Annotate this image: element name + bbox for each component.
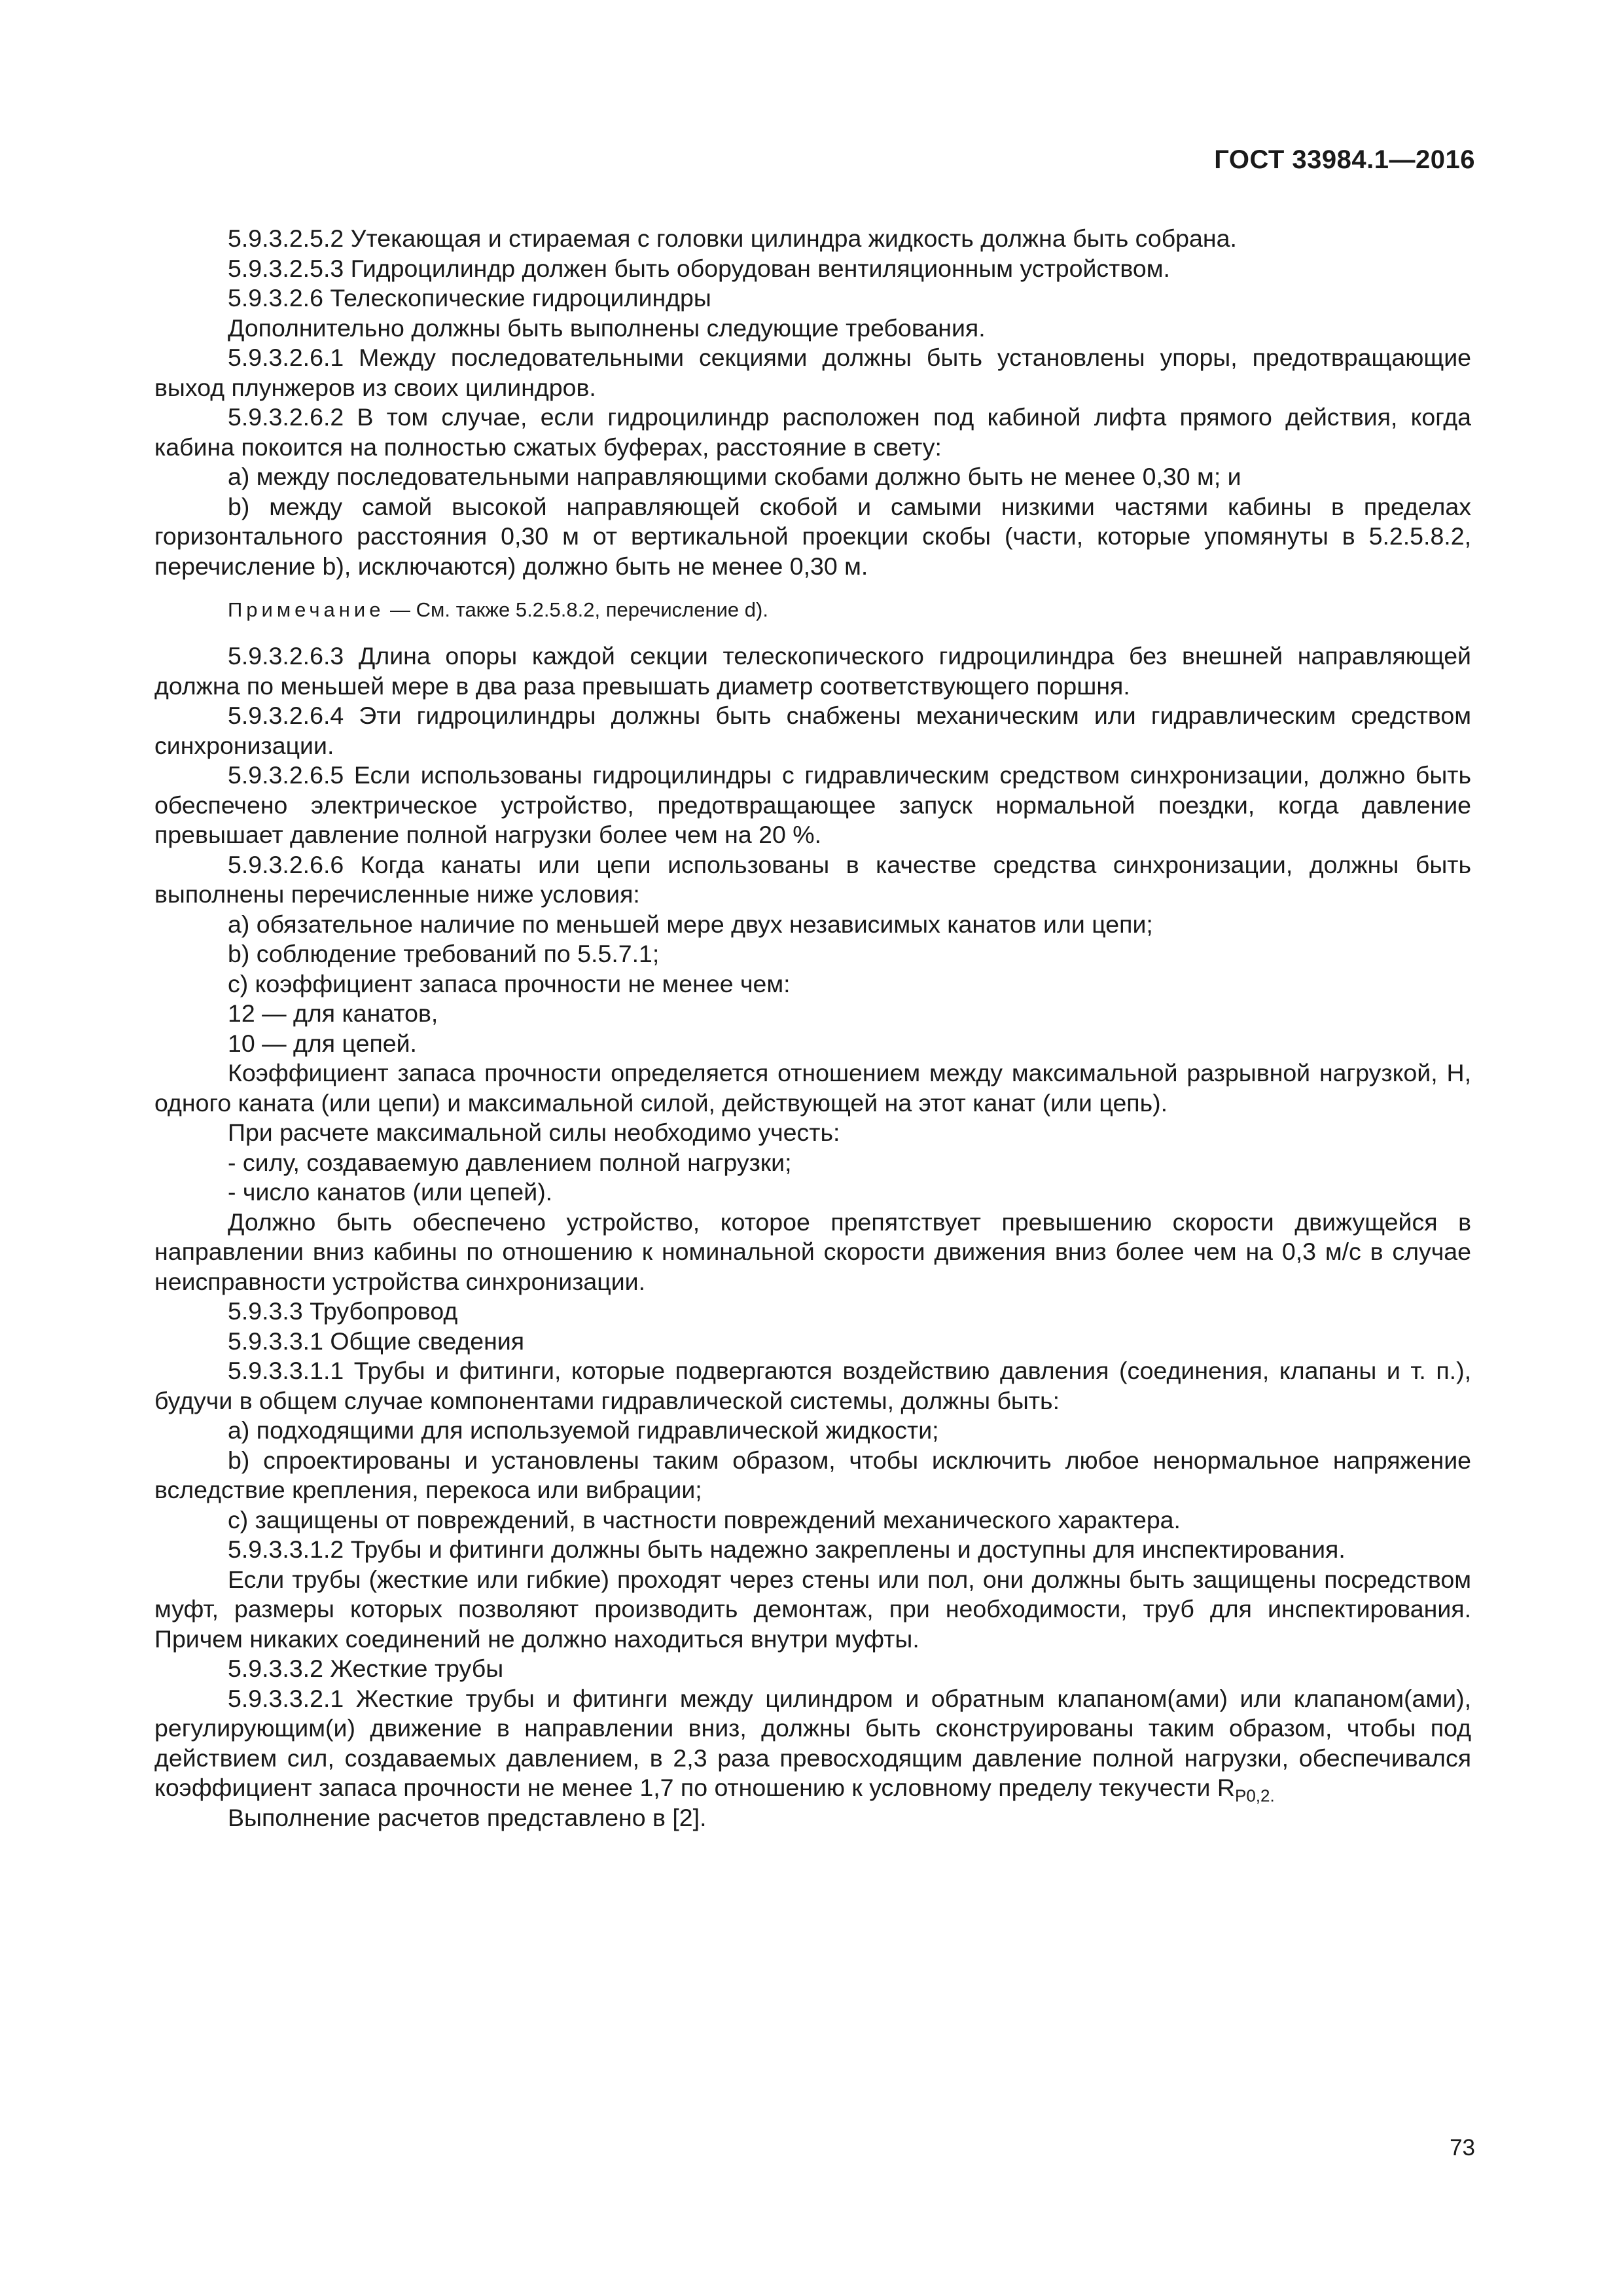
list-item: 10 — для цепей. bbox=[228, 1029, 417, 1057]
paragraph: Должно быть обеспечено устройство, которое препятствует превышению скорости движущейся в направлении вниз кабины по отношению к номинальной скорости движения вниз более чем на 0,3 м/с в случае неисправности устройства синхронизации. bbox=[154, 1208, 1471, 1295]
list-item: b) между самой высокой направляющей скобой и самыми низкими частями кабины в пределах горизонтального расстояния 0,30 м от вертикальной проекции скобы (части, которые упомянуты в 5.2.5.8.2, перечисление b), исключаются) должно быть не менее 0,30 м. bbox=[154, 492, 1471, 580]
section-heading: 5.9.3.3 Трубопровод bbox=[228, 1297, 458, 1325]
list-item: 12 — для канатов, bbox=[228, 999, 438, 1027]
list-item: с) коэффициент запаса прочности не менее чем: bbox=[228, 969, 791, 997]
note-text: — См. также 5.2.5.8.2, перечисление d). bbox=[384, 598, 768, 621]
page-number: 73 bbox=[1450, 2135, 1475, 2161]
paragraph: 5.9.3.2.6.5 Если использованы гидроцилиндры с гидравлическим средством синхронизации, должно быть обеспечено электрическое устройство, предотвращающее запуск нормальной поездки, когда давление превышает давление полной нагрузки более чем на 20 %. bbox=[154, 761, 1471, 848]
document-body bbox=[154, 224, 1471, 1833]
paragraph: Дополнительно должны быть выполнены следующие требования. bbox=[228, 314, 986, 342]
paragraph: 5.9.3.2.6.3 Длина опоры каждой секции телескопического гидроцилиндра без внешней направляющей должна по меньшей мере в два раза превышать диаметр соответствующего поршня. bbox=[154, 642, 1471, 700]
list-item: - силу, создаваемую давлением полной нагрузки; bbox=[228, 1148, 792, 1176]
paragraph: 5.9.3.3.1.2 Трубы и фитинги должны быть надежно закреплены и доступны для инспектирования. bbox=[228, 1535, 1346, 1563]
section-heading: 5.9.3.3.1 Общие сведения bbox=[228, 1327, 525, 1355]
paragraph: Если трубы (жесткие или гибкие) проходят через стены или пол, они должны быть защищены посредством муфт, размеры которых позволяют производить демонтаж, при необходимости, труб для инспектирования. Причем никаких соединений не должно находиться внутри муфты. bbox=[154, 1565, 1471, 1653]
paragraph-text: 5.9.3.3.2.1 Жесткие трубы и фитинги между цилиндром и обратным клапаном(ами) или клапаном(ами), регулирующим(и) движение в направлении вниз, должны быть сконструированы таким образом, чтобы под действием сил, создаваемых давлением, в 2,3 раза превосходящим давление полной нагрузки, обеспечивался коэффициент запаса прочности не менее 1,7 по отношению к условному пределу текучести R bbox=[154, 1684, 1471, 1801]
document-standard-number: ГОСТ 33984.1—2016 bbox=[1214, 145, 1475, 174]
paragraph: 5.9.3.2.6.4 Эти гидроцилиндры должны быть снабжены механическим или гидравлическим средством синхронизации. bbox=[154, 702, 1471, 759]
list-item: b) спроектированы и установлены таким образом, чтобы исключить любое ненормальное напряжение вследствие крепления, перекоса или вибрации; bbox=[154, 1446, 1471, 1503]
list-item: а) обязательное наличие по меньшей мере двух независимых канатов или цепи; bbox=[228, 910, 1153, 938]
list-item: - число канатов (или цепей). bbox=[228, 1178, 553, 1206]
paragraph: 5.9.3.2.5.3 Гидроцилиндр должен быть оборудован вентиляционным устройством. bbox=[228, 254, 1170, 282]
paragraph: 5.9.3.2.5.2 Утекающая и стираемая с головки цилиндра жидкость должна быть собрана. bbox=[228, 224, 1237, 252]
note-label: Примечание bbox=[228, 598, 385, 621]
paragraph: 5.9.3.3.1.1 Трубы и фитинги, которые подвергаются воздействию давления (соединения, клапаны и т. п.), будучи в общем случае компонентами гидравлической системы, должны быть: bbox=[154, 1357, 1471, 1414]
paragraph: При расчете максимальной силы необходимо учесть: bbox=[228, 1119, 840, 1146]
list-item: b) соблюдение требований по 5.5.7.1; bbox=[228, 940, 660, 967]
paragraph: 5.9.3.2.6.2 В том случае, если гидроцилиндр расположен под кабиной лифта прямого действия, когда кабина покоится на полностью сжатых буферах, расстояние в свету: bbox=[154, 403, 1471, 461]
paragraph: Коэффициент запаса прочности определяется отношением между максимальной разрывной нагрузкой, Н, одного каната (или цепи) и максимальной силой, действующей на этот канат (или цепь). bbox=[154, 1059, 1471, 1117]
paragraph: 5.9.3.2.6.1 Между последовательными секциями должны быть установлены упоры, предотвращающие выход плунжеров из своих цилиндров. bbox=[154, 344, 1471, 401]
list-item: а) между последовательными направляющими скобами должно быть не менее 0,30 м; и bbox=[228, 463, 1241, 490]
note bbox=[154, 597, 1471, 623]
subscript: P0,2. bbox=[1235, 1785, 1275, 1806]
section-heading: 5.9.3.2.6 Телескопические гидроцилиндры bbox=[228, 284, 711, 312]
section-heading: 5.9.3.3.2 Жесткие трубы bbox=[228, 1655, 504, 1682]
paragraph: 5.9.3.2.6.6 Когда канаты или цепи использованы в качестве средства синхронизации, должны быть выполнены перечисленные ниже условия: bbox=[154, 850, 1471, 908]
paragraph bbox=[154, 1684, 1471, 1806]
list-item: с) защищены от повреждений, в частности повреждений механического характера. bbox=[228, 1505, 1181, 1534]
paragraph: Выполнение расчетов представлено в [2]. bbox=[228, 1803, 707, 1831]
list-item: а) подходящими для используемой гидравлической жидкости; bbox=[228, 1416, 939, 1444]
